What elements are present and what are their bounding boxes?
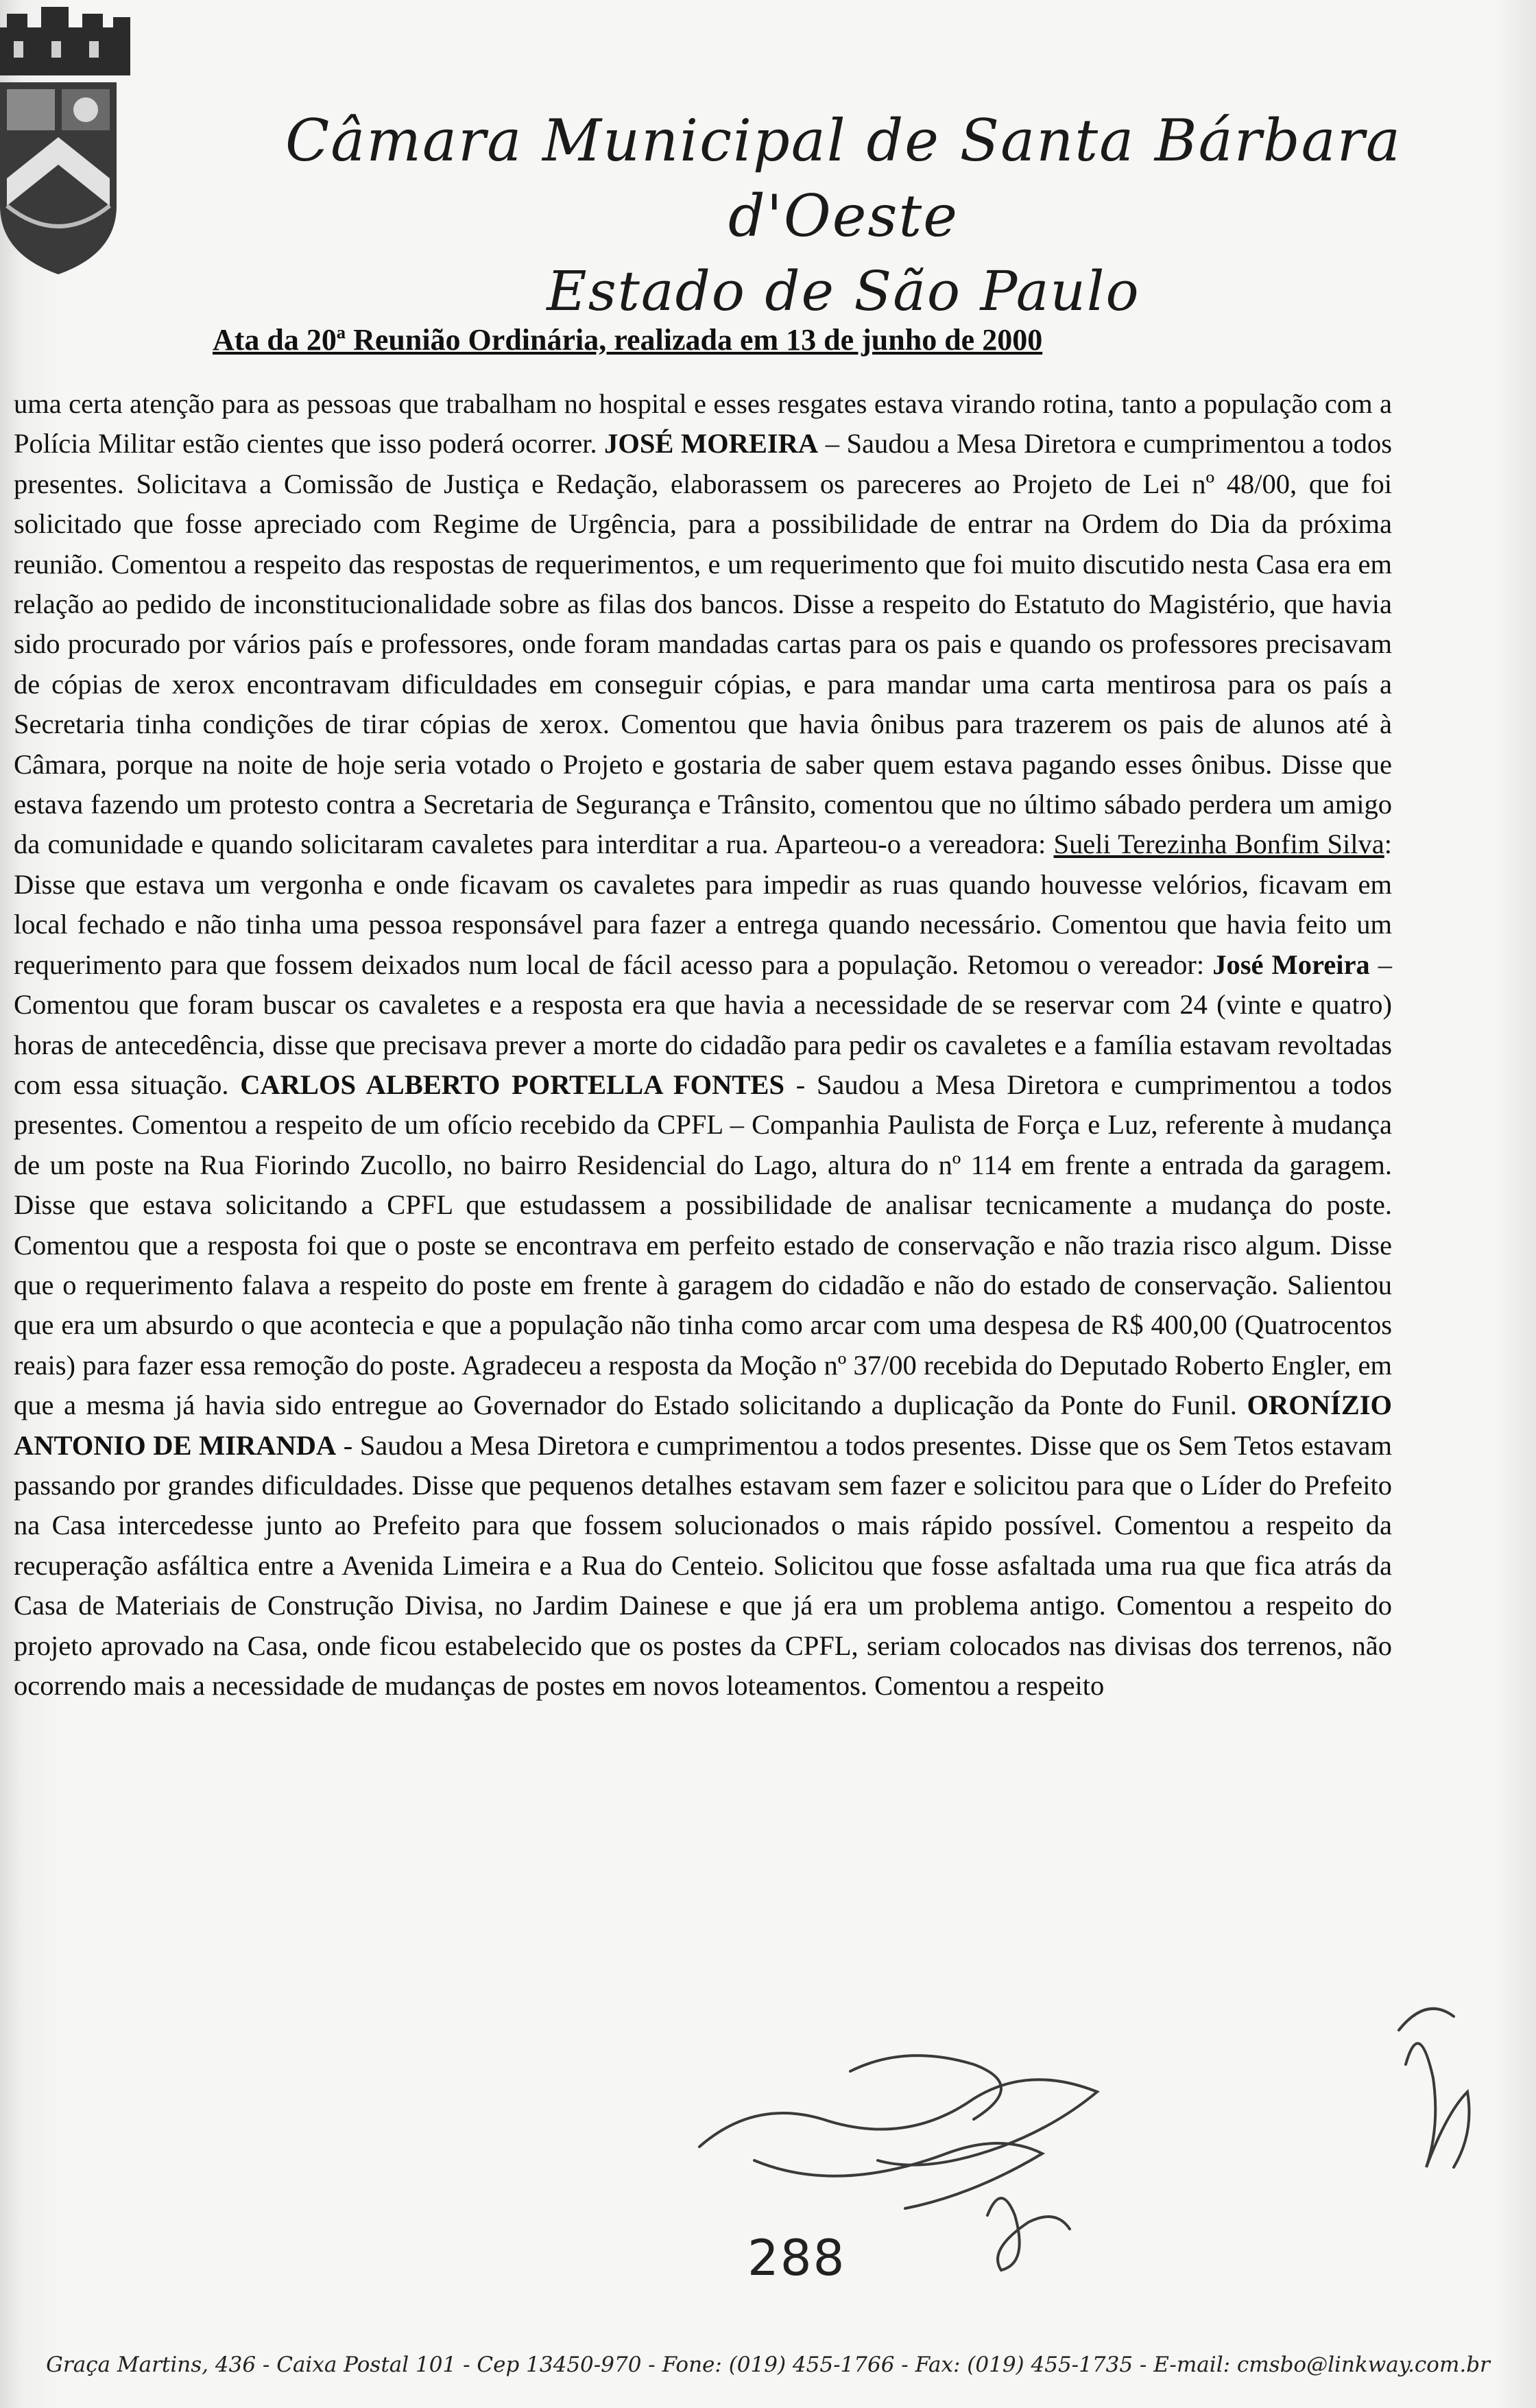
- speaker-name: JOSÉ MOREIRA: [604, 428, 819, 460]
- page-number: 288: [747, 2229, 846, 2287]
- speaker-name: José Moreira: [1212, 949, 1370, 980]
- aparte-name: Sueli Terezinha Bonfim Silva: [1053, 829, 1384, 860]
- minutes-body: [14, 384, 1392, 1706]
- letterhead: [165, 103, 1522, 329]
- speaker-name: CARLOS ALBERTO PORTELLA FONTES: [240, 1069, 784, 1100]
- letterhead-state: Estado de São Paulo: [547, 259, 1140, 323]
- speaker-name: ORONÍZIO ANTONIO DE MIRANDA: [14, 1390, 1392, 1461]
- document-title: Ata da 20ª Reunião Ordinária, realizada em 13 de junho de 2000: [213, 323, 1043, 357]
- coat-of-arms-icon: [0, 0, 137, 288]
- letterhead-footer: Graça Martins, 436 - Caixa Postal 101 - Cep 13450-970 - Fone: (019) 455-1766 - Fax: (019) 455-1735 - E-mail: cmsbo@linkway.com.br: [46, 2352, 1490, 2377]
- letterhead-institution: Câmara Municipal de Santa Bárbara d'Oeste: [285, 107, 1402, 250]
- minutes-paragraph: uma certa atenção para as pessoas que trabalham no hospital e esses resgates estava virando rotina, tanto a população com a Polícia Militar estão cientes que isso poderá ocorrer. JOSÉ MOREIRA – Saudou a Mesa Diretora e cumprimentou a todos presentes. Solicitava a Comissão de Justiça e Redação, elaborassem os pareceres ao Projeto de Lei nº 48/00, que foi solicitado que fosse apreciado com Regime de Urgência, para a possibilidade de entrar na Ordem do Dia da próxima reunião. Comentou a respeito das respostas de requerimentos, e um requerimento que foi muito discutido nesta Casa era em relação ao pedido de inconstitucionalidade sobre as filas dos bancos. Disse a respeito do Estatuto do Magistério, que havia sido procurado por vários país e professores, onde foram mandadas cartas para os pais e quando os professores precisavam de cópias de xerox encontravam dificuldades em conseguir cópias, e para mandar uma carta mentirosa para os país a Secretaria tinha condições de tirar cópias de xerox. Comentou que havia ônibus para trazerem os pais de alunos até à Câmara, porque na noite de hoje seria votado o Projeto e gostaria de saber quem estava pagando esses ônibus. Disse que estava fazendo um protesto contra a Secretaria de Segurança e Trânsito, comentou que no último sábado perdera um amigo da comunidade e quando solicitaram cavaletes para interditar a rua. Aparteou-o a vereadora: Sueli Terezinha Bonfim Silva: Disse que estava um vergonha e onde ficavam os cavaletes para impedir as ruas quando houvesse velórios, ficavam em local fechado e não tinha uma pessoa responsável para fazer a entrega quando necessário. Comentou que havia feito um requerimento para que fossem deixados num local de fácil acesso para a população. Retomou o vereador: José Moreira – Comentou que foram buscar os cavaletes e a resposta era que havia a necessidade de se reservar com 24 (vinte e quatro) horas de antecedência, disse que precisava prever a morte do cidadão para pedir os cavaletes e a família estavam revoltadas com essa situação. CARLOS ALBERTO PORTELLA FONTES - Saudou a Mesa Diretora e cumprimentou a todos presentes. Comentou a respeito de um ofício recebido da CPFL – Companhia Paulista de Força e Luz, referente à mudança de um poste na Rua Fiorindo Zucollo, no bairro Residencial do Lago, altura do nº 114 em frente a entrada da garagem. Disse que estava solicitando a CPFL que estudassem a possibilidade de analisar tecnicamente a mudança do poste. Comentou que a resposta foi que o poste se encontrava em perfeito estado de conservação e não trazia risco algum. Disse que o requerimento falava a respeito do poste em frente à garagem do cidadão e não do estado de conservação. Salientou que era um absurdo o que acontecia e que a população não tinha como arcar com uma despesa de R$ 400,00 (Quatrocentos reais) para fazer essa remoção do poste. Agradeceu a resposta da Moção nº 37/00 recebida do Deputado Roberto Engler, em que a mesma já havia sido entregue ao Governador do Estado solicitando a duplicação da Ponte do Funil. ORONÍZIO ANTONIO DE MIRANDA - Saudou a Mesa Diretora e cumprimentou a todos presentes. Disse que os Sem Tetos estavam passando por grandes dificuldades. Disse que pequenos detalhes estavam sem fazer e solicitou para que o Líder do Prefeito na Casa intercedesse junto ao Prefeito para que fossem solucionados o mais rápido possível. Comentou a respeito da recuperação asfáltica entre a Avenida Limeira e a Rua do Centeio. Solicitou que fosse asfaltada uma rua que fica atrás da Casa de Materiais de Construção Divisa, no Jardim Dainese e que já era um problema antigo. Comentou a respeito do projeto aprovado na Casa, onde ficou estabelecido que os postes da CPFL, seriam colocados nas divisas dos terrenos, não ocorrendo mais a necessidade de mudanças de postes em novos loteamentos. Comentou a respeito: [14, 388, 1393, 1701]
